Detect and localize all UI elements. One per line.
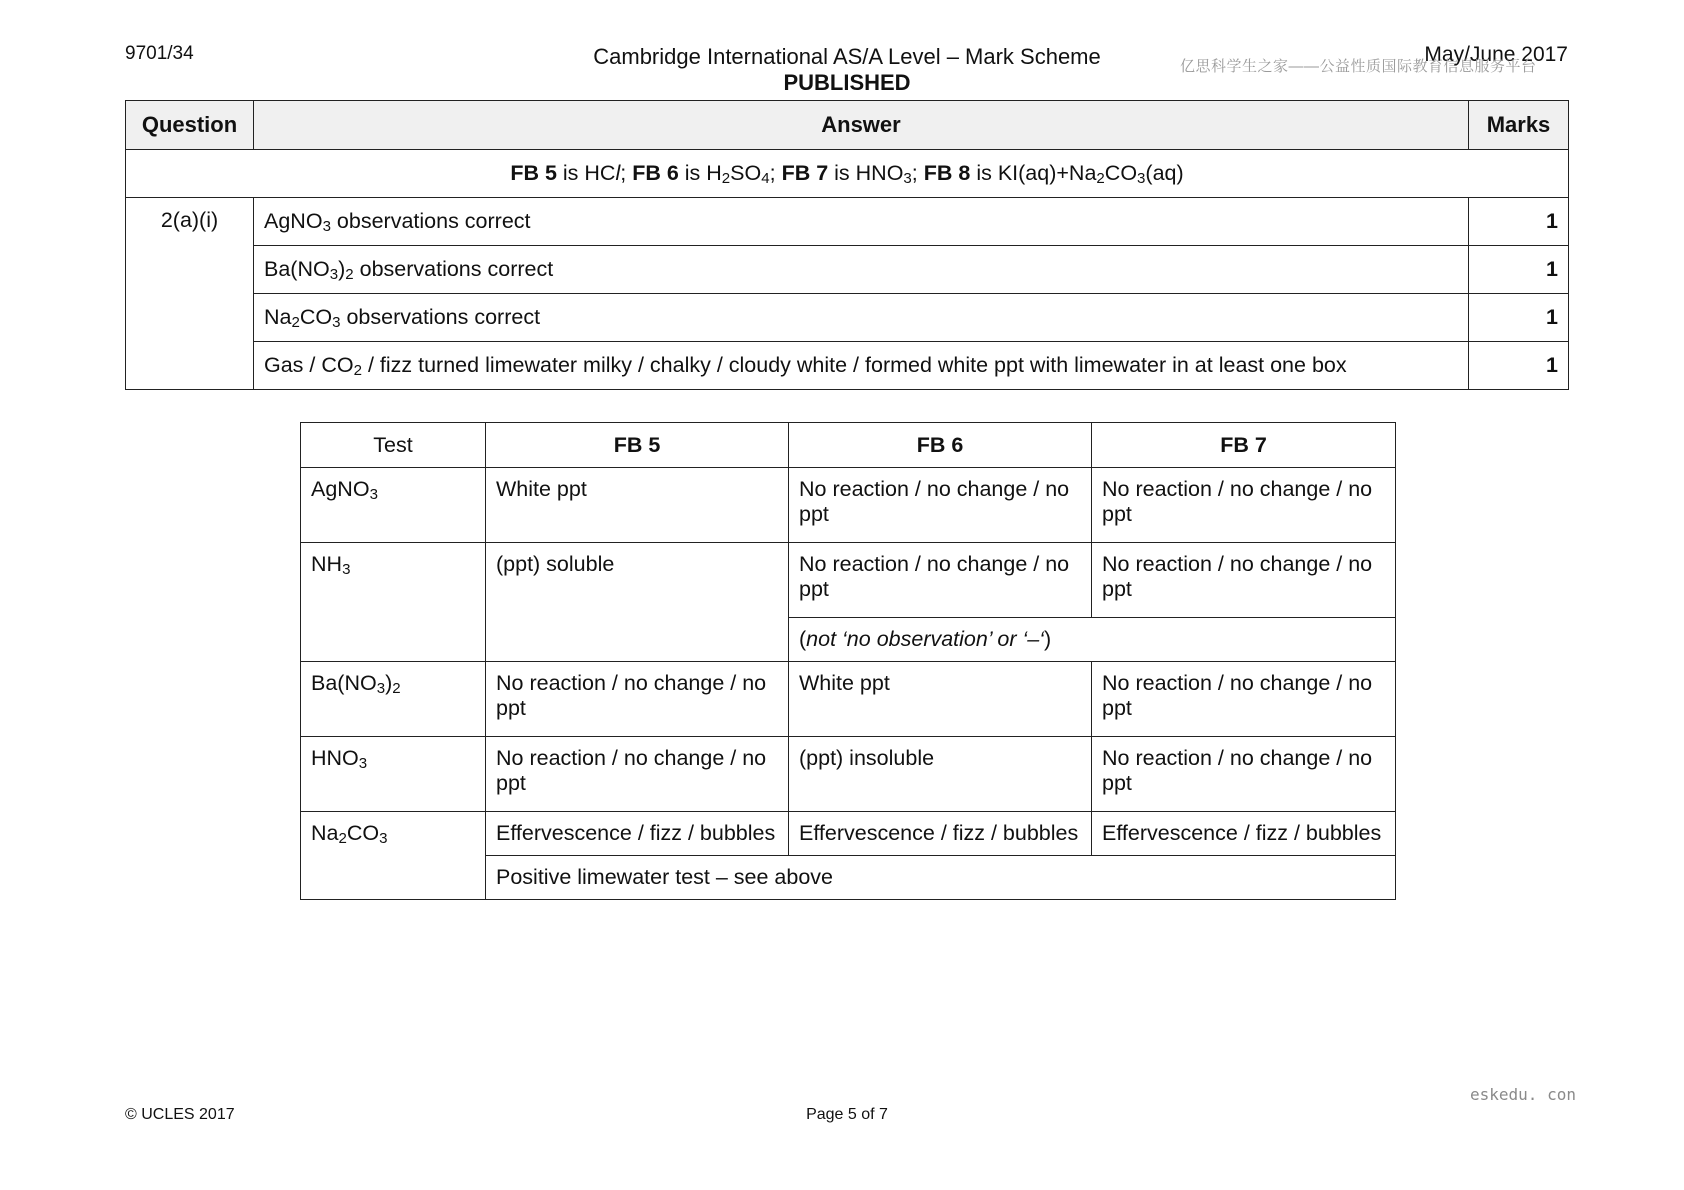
- fb6-header: FB 6: [789, 423, 1092, 468]
- observation-cell: No reaction / no change / no ppt: [486, 737, 789, 812]
- fb7-header: FB 7: [1092, 423, 1396, 468]
- observation-cell: No reaction / no change / no ppt: [1092, 737, 1396, 812]
- mark-scheme-table: [125, 100, 1569, 390]
- answer-cell: Gas / $CO_2$ / fizz turned limewater milky / chalky / cloudy white / formed white ppt with limewater in at least one box: [254, 342, 1469, 390]
- table-row: [301, 468, 1396, 543]
- document-title: Cambridge International AS/A Level – Mark Scheme: [593, 44, 1101, 69]
- observation-cell: (ppt) soluble: [486, 543, 789, 662]
- test-header: Test: [301, 423, 486, 468]
- question-number: 2(a)(i): [126, 198, 254, 390]
- table-row: [301, 737, 1396, 812]
- answer-cell: $Na_2CO_3$ observations correct: [254, 294, 1469, 342]
- observation-cell: White ppt: [789, 662, 1092, 737]
- test-reagent: $HNO_3$: [301, 737, 486, 812]
- observation-cell: Effervescence / fizz / bubbles: [789, 812, 1092, 856]
- observation-cell: (ppt) insoluble: [789, 737, 1092, 812]
- test-reagent: $Na_2CO_3$: [301, 812, 486, 900]
- mark-cell: 1: [1469, 342, 1569, 390]
- table-header-row: [126, 101, 1569, 150]
- marking-note: (not ‘no observation’ or ‘–‘): [789, 618, 1396, 662]
- solution-identities: FB 5 is HCl; FB 6 is $H_2SO_4$; FB 7 is $HNO_3$; FB 8 is $KI(aq)+Na_2CO_3(aq)$: [126, 150, 1569, 198]
- observation-cell: No reaction / no change / no ppt: [789, 468, 1092, 543]
- table-row: [301, 662, 1396, 737]
- observation-cell: No reaction / no change / no ppt: [486, 662, 789, 737]
- table-row: [126, 342, 1569, 390]
- table-row: [126, 198, 1569, 246]
- marks-header: Marks: [1469, 101, 1569, 150]
- table-row: [301, 812, 1396, 856]
- page-number: Page 5 of 7: [806, 1106, 888, 1123]
- table-row: [301, 543, 1396, 618]
- answer-header: Answer: [254, 101, 1469, 150]
- table-row: [126, 246, 1569, 294]
- mark-cell: 1: [1469, 198, 1569, 246]
- mark-cell: 1: [1469, 246, 1569, 294]
- copyright: © UCLES 2017: [125, 1106, 235, 1123]
- fb5-header: FB 5: [486, 423, 789, 468]
- observation-cell: Effervescence / fizz / bubbles: [486, 812, 789, 856]
- observations-table: [300, 422, 1396, 900]
- table-header-row: [301, 423, 1396, 468]
- test-reagent: $NH_3$: [301, 543, 486, 662]
- watermark-footer: eskedu. con: [1470, 1085, 1576, 1104]
- published-label: PUBLISHED: [783, 70, 911, 95]
- answer-cell: $Ba(NO_3)_2$ observations correct: [254, 246, 1469, 294]
- observation-cell: No reaction / no change / no ppt: [1092, 543, 1396, 618]
- observation-cell: White ppt: [486, 468, 789, 543]
- test-reagent: AgNO$_3$: [301, 468, 486, 543]
- answer-cell: AgNO$_3$ observations correct: [254, 198, 1469, 246]
- mark-cell: 1: [1469, 294, 1569, 342]
- document-code: 9701/34: [125, 43, 194, 64]
- identities-row: [126, 150, 1569, 198]
- observation-cell: No reaction / no change / no ppt: [1092, 468, 1396, 543]
- question-header: Question: [126, 101, 254, 150]
- table-row: [126, 294, 1569, 342]
- observation-cell: No reaction / no change / no ppt: [789, 543, 1092, 618]
- observation-cell: Positive limewater test – see above: [486, 856, 1396, 900]
- exam-session: May/June 2017: [1424, 43, 1568, 66]
- watermark-header: 亿思科学生之家——公益性质国际教育信息服务平台: [1180, 58, 1537, 75]
- test-reagent: $Ba(NO_3)_2$: [301, 662, 486, 737]
- observation-cell: No reaction / no change / no ppt: [1092, 662, 1396, 737]
- observation-cell: Effervescence / fizz / bubbles: [1092, 812, 1396, 856]
